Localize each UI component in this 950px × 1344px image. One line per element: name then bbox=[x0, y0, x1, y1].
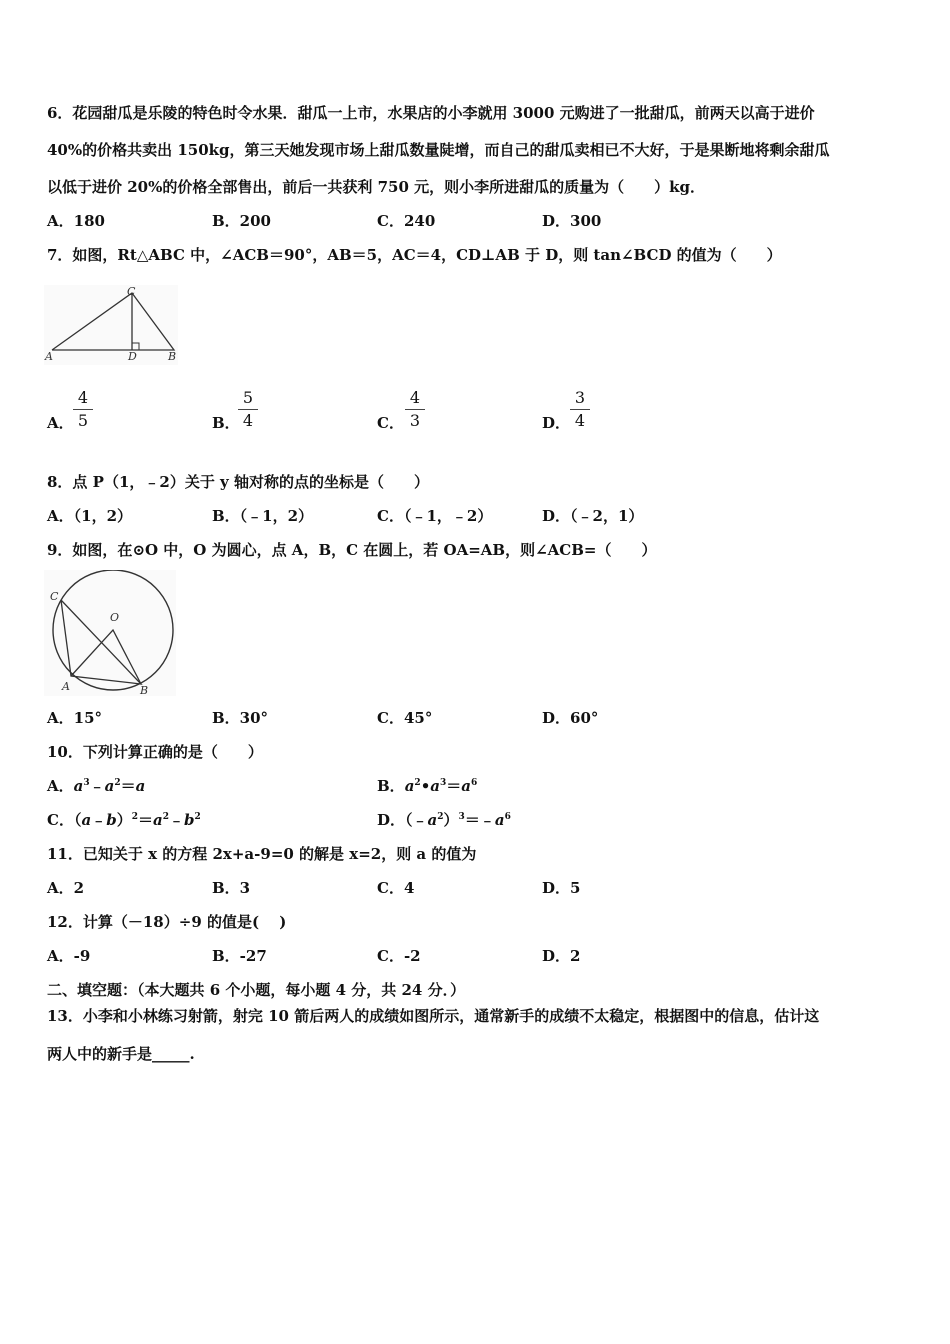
q8-question: 8．点 P（1，﹣2）关于 y 轴对称的点的坐标是（ ） bbox=[47, 473, 429, 491]
q7-label-b: B bbox=[168, 350, 177, 363]
q6-line-3: 以低于进价 20%的价格全部售出，前后一共获利 750 元，则小李所进甜瓜的质量为（ ）kg． bbox=[47, 178, 705, 196]
q7-triangle-figure bbox=[44, 285, 178, 365]
q10-question: 10．下列计算正确的是（ ） bbox=[47, 743, 263, 761]
q7-d-numerator: 3 bbox=[574, 388, 586, 407]
q12-option-b[interactable]: B．-27 bbox=[212, 947, 267, 965]
q10-option-c[interactable]: C．$(a﹣b)^2=a^2﹣b^2$ bbox=[47, 811, 201, 829]
q6-option-a[interactable]: A．180 bbox=[47, 212, 105, 230]
q10-option-d-label: D． bbox=[377, 811, 406, 829]
q12-option-a[interactable]: A．-9 bbox=[47, 947, 91, 965]
fraction-bar bbox=[405, 409, 425, 410]
q10-option-c-label: C． bbox=[47, 811, 74, 829]
q10-option-b[interactable]: B．$a^2•a^3=a^6$ bbox=[377, 777, 478, 795]
q13-line-2: 两人中的新手是_____. bbox=[47, 1045, 195, 1063]
q9-option-c[interactable]: C．45° bbox=[377, 709, 433, 727]
q7-option-d-fraction bbox=[570, 389, 590, 430]
q6-option-b[interactable]: B．200 bbox=[212, 212, 271, 230]
q6-line-1: 6．花园甜瓜是乐陵的特色时令水果．甜瓜一上市，水果店的小李就用 3000 元购进了一批甜瓜，前两天以高于进价 bbox=[47, 104, 815, 122]
q8-option-d[interactable]: D．（﹣2，1） bbox=[542, 507, 644, 525]
q8-option-a[interactable]: A．（1，2） bbox=[47, 507, 133, 525]
q11-option-b[interactable]: B．3 bbox=[212, 879, 251, 897]
q7-option-a-fraction bbox=[73, 389, 93, 430]
q10-option-a[interactable]: A．$a^3﹣a^2=a$ bbox=[47, 777, 146, 795]
q7-a-denominator: 5 bbox=[77, 411, 89, 430]
q12-question: 12．计算（－18）÷9 的值是( ) bbox=[47, 913, 287, 931]
q6-line-2: 40%的价格共卖出 150kg，第三天她发现市场上甜瓜数量陡增，而自己的甜瓜卖相已不大好，于是果断地将剩余甜瓜 bbox=[47, 141, 830, 159]
q7-label-a: A bbox=[45, 350, 53, 363]
q7-option-c-fraction bbox=[405, 389, 425, 430]
q9-label-b: B bbox=[140, 684, 149, 696]
q11-option-a[interactable]: A．2 bbox=[47, 879, 85, 897]
q6-option-d[interactable]: D．300 bbox=[542, 212, 602, 230]
q9-label-o: O bbox=[110, 611, 120, 624]
q7-option-c[interactable]: C． bbox=[377, 414, 404, 432]
fraction-bar bbox=[570, 409, 590, 410]
section-2-heading: 二、填空题：（本大题共 6 个小题，每小题 4 分，共 24 分．） bbox=[47, 981, 466, 999]
q9-label-a: A bbox=[62, 680, 70, 693]
q9-option-b[interactable]: B．30° bbox=[212, 709, 269, 727]
q7-label-c: C bbox=[127, 285, 136, 298]
q7-figure-bg bbox=[44, 285, 178, 365]
fraction-bar bbox=[238, 409, 258, 410]
q13-line-1: 13．小李和小林练习射箭，射完 10 箭后两人的成绩如图所示，通常新手的成绩不太稳定，根据图中的信息，估计这 bbox=[47, 1007, 820, 1025]
q9-option-a[interactable]: A．15° bbox=[47, 709, 103, 727]
q8-option-b[interactable]: B．（﹣1，2） bbox=[212, 507, 314, 525]
q12-option-c[interactable]: C．-2 bbox=[377, 947, 421, 965]
q7-b-denominator: 4 bbox=[242, 411, 254, 430]
q11-option-d[interactable]: D．5 bbox=[542, 879, 581, 897]
fraction-bar bbox=[73, 409, 93, 410]
q7-option-b-fraction bbox=[238, 389, 258, 430]
q7-d-denominator: 4 bbox=[574, 411, 586, 430]
q6-option-c[interactable]: C．240 bbox=[377, 212, 436, 230]
q10-option-b-label: B． bbox=[377, 777, 405, 795]
q9-option-d[interactable]: D．60° bbox=[542, 709, 599, 727]
q7-c-numerator: 4 bbox=[409, 388, 421, 407]
q10-option-d[interactable]: D．$(﹣a^2)^3=﹣a^6$ bbox=[377, 811, 511, 829]
q7-c-denominator: 3 bbox=[409, 411, 421, 430]
q7-option-d[interactable]: D． bbox=[542, 414, 571, 432]
q9-label-c: C bbox=[50, 590, 59, 603]
q7-label-d: D bbox=[128, 350, 137, 363]
q11-question: 11．已知关于 x 的方程 2x+a-9=0 的解是 x=2，则 a 的值为 bbox=[47, 845, 477, 863]
q7-question: 7．如图，Rt△ABC 中，∠ACB＝90°，AB＝5，AC＝4，CD⊥AB 于 D，则 tan∠BCD 的值为（ ） bbox=[47, 246, 782, 264]
q7-b-numerator: 5 bbox=[242, 388, 254, 407]
q8-option-c[interactable]: C．（﹣1，﹣2） bbox=[377, 507, 493, 525]
q12-option-d[interactable]: D．2 bbox=[542, 947, 581, 965]
q7-a-numerator: 4 bbox=[77, 388, 89, 407]
q9-question: 9．如图，在⊙O 中，O 为圆心，点 A，B，C 在圆上，若 OA=AB，则∠ACB=（ ） bbox=[47, 541, 657, 559]
q7-option-b[interactable]: B． bbox=[212, 414, 240, 432]
q7-option-a[interactable]: A． bbox=[47, 414, 74, 432]
q10-option-a-label: A． bbox=[47, 777, 74, 795]
q9-circle-figure bbox=[44, 570, 176, 696]
q11-option-c[interactable]: C．4 bbox=[377, 879, 415, 897]
